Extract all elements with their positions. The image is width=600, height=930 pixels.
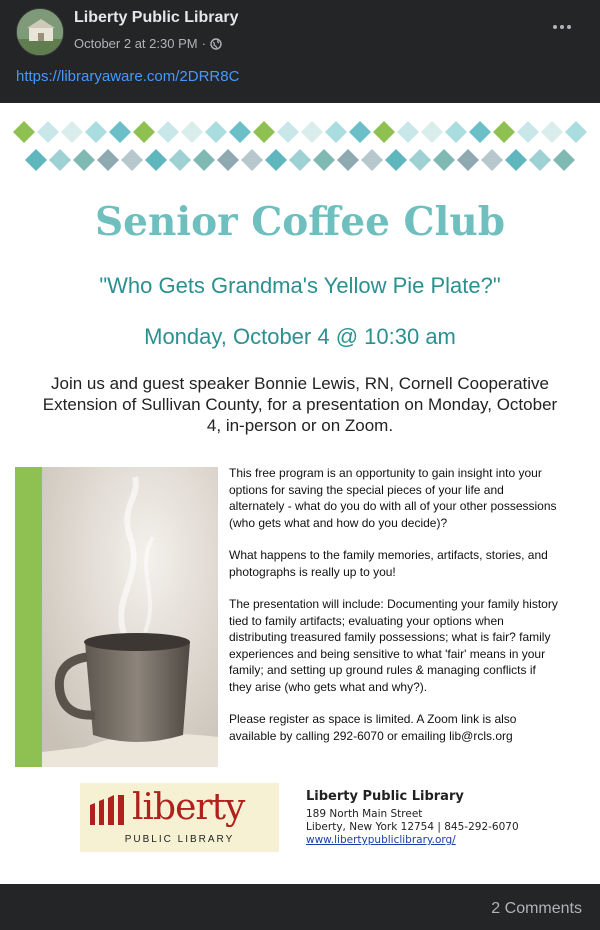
pattern-diamond (313, 149, 335, 171)
body-paragraph: This free program is an opportunity to gain insight into your options for saving the special pieces of your life and alternately - what do you do with all of your other possessions (who gets what and how do you decide)? (229, 466, 557, 530)
pattern-diamond (253, 121, 275, 143)
time-separator: · (201, 36, 206, 51)
logo-wordmark: liberty (132, 787, 245, 828)
pattern-diamond (109, 121, 131, 143)
pattern-diamond (337, 149, 359, 171)
pattern-diamond (505, 149, 527, 171)
post-timestamp[interactable] (74, 36, 222, 51)
pattern-diamond (13, 121, 35, 143)
pattern-diamond (301, 121, 323, 143)
pattern-diamond (541, 121, 563, 143)
pattern-diamond (121, 149, 143, 171)
coffee-mug-photo (15, 467, 218, 767)
pattern-diamond (481, 149, 503, 171)
pattern-diamond (181, 121, 203, 143)
pattern-diamond (145, 149, 167, 171)
pattern-diamond (421, 121, 443, 143)
pattern-diamond (385, 149, 407, 171)
pattern-diamond (241, 149, 263, 171)
post-footer (0, 884, 600, 930)
body-paragraph: Please register as space is limited. A Zoom link is also available by calling 292-6070 or emailing lib@rcls.org (229, 712, 517, 743)
body-paragraph: The presentation will include: Documenting your family history tied to family artifacts; evaluating your options when distributing treasured family possessions; what is fair? family experiences and being sensitive to what 'fair' means in your family; and setting up ground rules & managing conflicts if they arise (who gets what and why?). (229, 597, 558, 694)
flyer-subtitle: "Who Gets Grandma's Yellow Pie Plate?" (99, 273, 501, 298)
flyer-date: Monday, October 4 @ 10:30 am (144, 324, 456, 349)
pattern-diamond (553, 149, 575, 171)
pattern-diamond (493, 121, 515, 143)
pattern-diamond (25, 149, 47, 171)
diamond-pattern-banner (12, 117, 588, 177)
library-address (306, 789, 519, 847)
pattern-diamond (133, 121, 155, 143)
post-header (0, 0, 600, 103)
pattern-diamond (445, 121, 467, 143)
pattern-diamond (157, 121, 179, 143)
pattern-diamond (193, 149, 215, 171)
flyer-intro: Join us and guest speaker Bonnie Lewis, RN, Cornell Cooperative Extension of Sullivan County, for a presentation on Monday, October 4, in-person or on Zoom. (42, 374, 558, 435)
library-logo (80, 783, 279, 852)
pattern-diamond (517, 121, 539, 143)
page-name[interactable]: Liberty Public Library (74, 9, 239, 26)
pattern-diamond (85, 121, 107, 143)
pattern-diamond (397, 121, 419, 143)
pattern-diamond (169, 149, 191, 171)
globe-icon (210, 38, 222, 50)
address-street: 189 North Main Street (306, 808, 423, 820)
address-name: Liberty Public Library (306, 789, 464, 804)
comments-count-button[interactable]: 2 Comments (491, 900, 582, 917)
pattern-diamond (433, 149, 455, 171)
pattern-diamond (289, 149, 311, 171)
pattern-diamond (361, 149, 383, 171)
logo-bars-icon (88, 795, 128, 825)
address-city-phone: Liberty, New York 12754 | 845-292-6070 (306, 821, 519, 833)
pattern-diamond (565, 121, 587, 143)
more-dots-icon (552, 24, 572, 30)
pattern-diamond (265, 149, 287, 171)
pattern-diamond (325, 121, 347, 143)
pattern-diamond (409, 149, 431, 171)
pattern-diamond (373, 121, 395, 143)
post-time-text[interactable]: October 2 at 2:30 PM (74, 36, 198, 51)
pattern-diamond (49, 149, 71, 171)
post-link[interactable]: https://libraryaware.com/2DRR8C (16, 68, 240, 85)
body-paragraph: What happens to the family memories, artifacts, stories, and photographs is really up to you! (229, 548, 548, 579)
pattern-diamond (457, 149, 479, 171)
pattern-diamond (37, 121, 59, 143)
logo-subtitle: PUBLIC LIBRARY (124, 834, 235, 845)
pattern-diamond (97, 149, 119, 171)
pattern-diamond (205, 121, 227, 143)
more-options-button[interactable] (552, 14, 572, 35)
pattern-diamond (73, 149, 95, 171)
pattern-diamond (349, 121, 371, 143)
pattern-diamond (217, 149, 239, 171)
address-website: www.libertypubliclibrary.org/ (306, 834, 456, 846)
pattern-diamond (469, 121, 491, 143)
page-avatar[interactable] (16, 8, 64, 56)
flyer-title: Senior Coffee Club (94, 199, 506, 245)
pattern-diamond (529, 149, 551, 171)
flyer-image[interactable] (0, 103, 600, 884)
pattern-diamond (229, 121, 251, 143)
flyer-body (229, 465, 559, 760)
pattern-diamond (61, 121, 83, 143)
pattern-diamond (277, 121, 299, 143)
